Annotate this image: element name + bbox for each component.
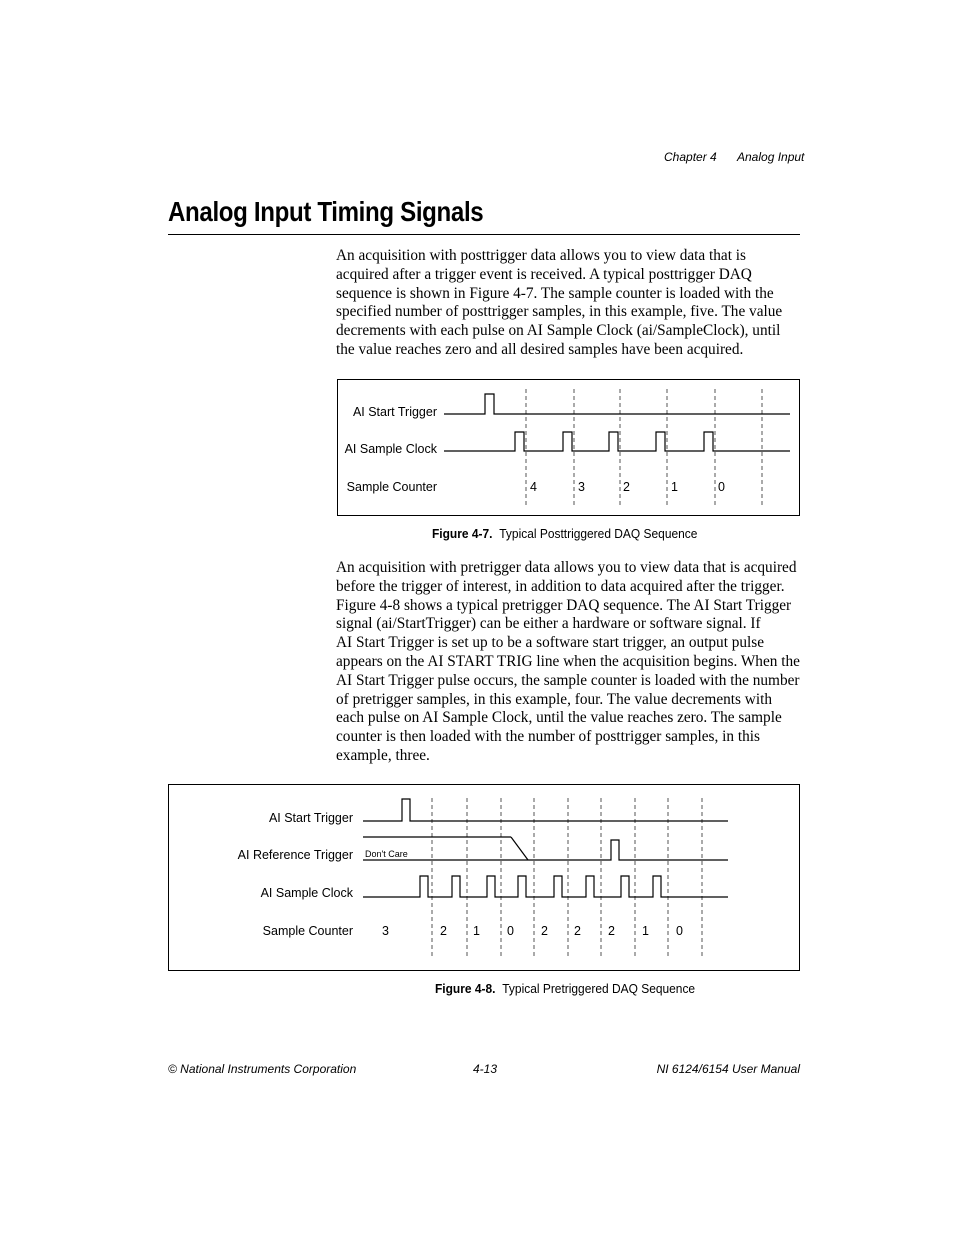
label-ai-sample-clock: AI Sample Clock (260, 886, 353, 900)
figure-frame (169, 785, 800, 971)
paragraph-line: of pretrigger samples, in this example, four. The value decrements with (336, 690, 772, 708)
counter-value: 1 (473, 924, 480, 938)
paragraph-line: appears on the AI START TRIG line when the acquisition begins. When the (336, 652, 800, 670)
paragraph-line: An acquisition with posttrigger data allows you to view data that is (336, 247, 746, 264)
counter-value: 0 (676, 924, 683, 938)
paragraph-line: example, three. (336, 746, 430, 764)
label-ai-start-trigger: AI Start Trigger (352, 405, 437, 419)
caption-text: Typical Pretriggered DAQ Sequence (502, 981, 696, 996)
label-sample-counter: Sample Counter (262, 924, 353, 938)
paragraph-line: AI Start Trigger is set up to be a software start trigger, an output pulse (336, 634, 765, 652)
counter-initial-value: 3 (382, 924, 389, 938)
caption-text: Typical Posttriggered DAQ Sequence (499, 526, 698, 541)
caption-number: Figure 4-8. (435, 981, 496, 996)
paragraph-line: each pulse on AI Sample Clock, until the value reaches zero. The sample (336, 709, 782, 727)
counter-value: 3 (578, 480, 585, 494)
header-chapter: Chapter 4 (664, 150, 717, 164)
title-rule (168, 234, 800, 235)
label-ai-reference-trigger: AI Reference Trigger (237, 848, 353, 862)
paragraph-line: counter is then loaded with the number of posttrigger samples, in this (336, 728, 760, 746)
paragraph-posttrigger (336, 247, 782, 360)
footer-page-number: 4-13 (473, 1062, 498, 1076)
counter-value: 2 (541, 924, 548, 938)
page-title: Analog Input Timing Signals (168, 196, 484, 227)
counter-value: 2 (608, 924, 615, 938)
label-sample-counter: Sample Counter (346, 480, 437, 494)
counter-value: 0 (507, 924, 514, 938)
paragraph-line: AI Start Trigger pulse occurs, the sample counter is loaded with the number (336, 671, 800, 689)
paragraph-line: before the trigger of interest, in addition to data acquired after the trigger. (336, 577, 785, 595)
label-dont-care: Don't Care (365, 849, 408, 859)
figure-4-7-caption (432, 526, 697, 541)
paragraph-line: decrements with each pulse on AI Sample Clock (ai/SampleClock), until (336, 322, 781, 340)
figure-4-8-caption (435, 981, 695, 996)
paragraph-line: sequence is shown in Figure 4-7. The sample counter is loaded with the (336, 284, 774, 302)
caption-number: Figure 4-7. (432, 526, 493, 541)
counter-value: 1 (671, 480, 678, 494)
header-section: Analog Input (737, 150, 805, 164)
paragraph-line: signal (ai/StartTrigger) can be either a hardware or software signal. If (336, 615, 761, 633)
footer-copyright: © National Instruments Corporation (168, 1062, 357, 1076)
counter-value: 1 (642, 924, 649, 938)
paragraph-line: specified number of posttrigger samples, in this example, five. The value (336, 303, 783, 321)
figure-4-8-diagram (168, 784, 800, 971)
paragraph-line: acquired after a trigger event is received. A typical posttrigger DAQ (336, 265, 752, 283)
counter-value: 2 (440, 924, 447, 938)
counter-value: 2 (574, 924, 581, 938)
paragraph-line: An acquisition with pretrigger data allows you to view data that is acquired (336, 559, 797, 576)
paragraph-pretrigger (336, 559, 800, 766)
footer-manual-title: NI 6124/6154 User Manual (656, 1062, 800, 1076)
counter-value: 4 (530, 480, 537, 494)
figure-4-7-diagram (337, 379, 800, 516)
counter-value: 2 (623, 480, 630, 494)
label-ai-start-trigger: AI Start Trigger (268, 811, 353, 825)
paragraph-line: the value reaches zero and all desired samples have been acquired. (336, 340, 744, 358)
paragraph-line: Figure 4-8 shows a typical pretrigger DAQ sequence. The AI Start Trigger (336, 596, 792, 614)
counter-value: 0 (718, 480, 725, 494)
label-ai-sample-clock: AI Sample Clock (344, 442, 437, 456)
